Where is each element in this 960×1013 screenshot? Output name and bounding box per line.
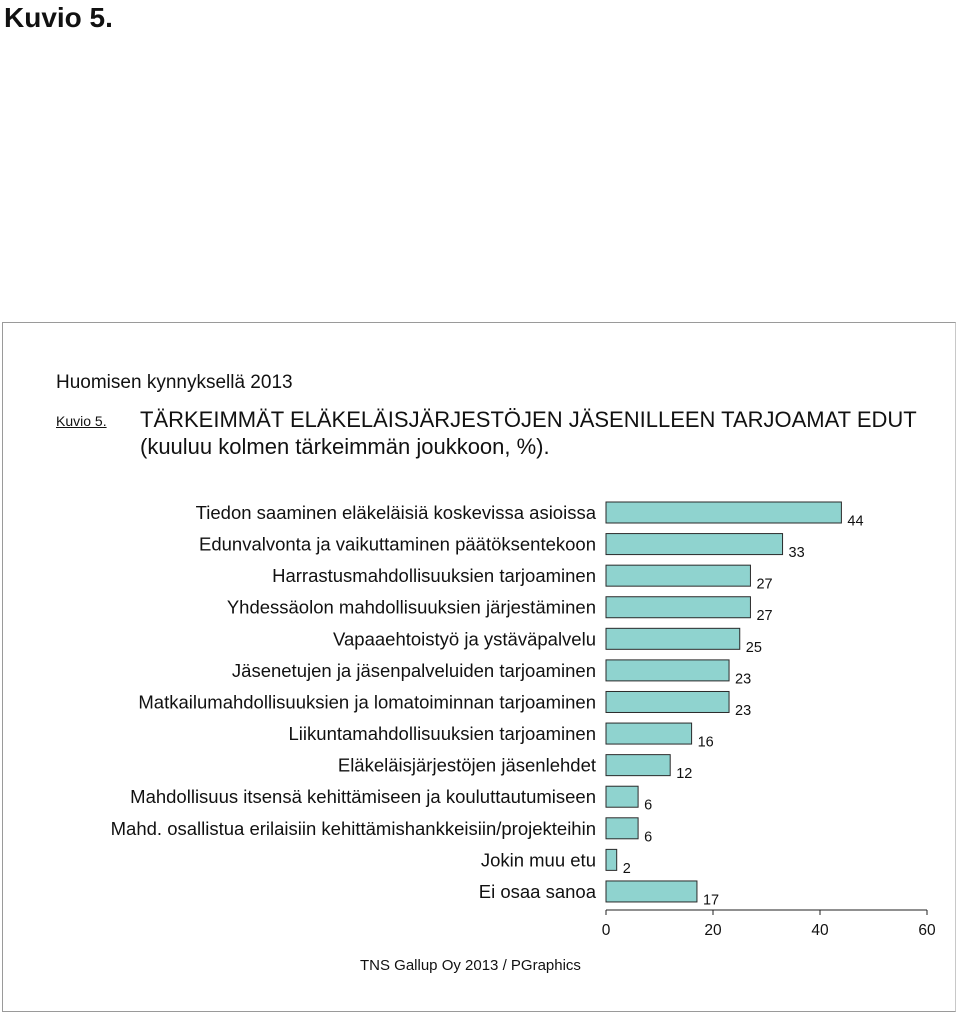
source-credit: TNS Gallup Oy 2013 / PGraphics xyxy=(360,957,581,974)
category-label: Matkailumahdollisuuksien ja lomatoiminnan tarjoaminen xyxy=(138,691,596,713)
data-label: 27 xyxy=(756,576,773,593)
category-label: Harrastusmahdollisuuksien tarjoaminen xyxy=(272,565,596,587)
bar xyxy=(606,660,729,681)
data-label: 25 xyxy=(745,639,762,656)
data-label: 12 xyxy=(676,766,693,783)
data-label: 23 xyxy=(735,671,752,688)
bar xyxy=(606,818,638,839)
x-tick-label: 20 xyxy=(704,922,722,939)
x-tick-label: 60 xyxy=(918,922,936,939)
x-tick-label: 0 xyxy=(601,922,611,939)
data-label: 17 xyxy=(702,892,720,909)
bar xyxy=(606,565,750,586)
figure-title: TÄRKEIMMÄT ELÄKELÄISJÄRJESTÖJEN JÄSENILLEEN TARJOAMAT EDUT (kuuluu kolmen tärkeimmän joukkoon, %). xyxy=(140,407,917,459)
bar xyxy=(606,849,617,870)
data-label: 33 xyxy=(788,545,805,562)
bar xyxy=(606,534,783,555)
bar xyxy=(606,755,670,776)
page-heading: Kuvio 5. xyxy=(4,2,113,33)
data-label: 6 xyxy=(644,829,653,846)
category-label: Yhdessäolon mahdollisuuksien järjestäminen xyxy=(226,596,596,618)
bar xyxy=(606,502,841,523)
bar xyxy=(606,597,750,618)
bar xyxy=(606,691,729,712)
category-label: Liikuntamahdollisuuksien tarjoaminen xyxy=(288,723,596,745)
bar xyxy=(606,628,740,649)
bar xyxy=(606,786,638,807)
data-label: 2 xyxy=(622,860,631,877)
category-label: Jokin muu etu xyxy=(480,849,596,871)
category-label: Mahdollisuus itsensä kehittämiseen ja kouluttautumiseen xyxy=(130,786,596,808)
category-label: Vapaaehtoistyö ja ystäväpalvelu xyxy=(333,628,596,650)
category-label: Ei osaa sanoa xyxy=(478,880,596,902)
x-tick-label: 40 xyxy=(811,922,829,939)
category-label: Jäsenetujen ja jäsenpalveluiden tarjoaminen xyxy=(231,659,596,681)
report-subtitle: Huomisen kynnyksellä 2013 xyxy=(56,372,293,393)
data-label: 27 xyxy=(756,608,773,625)
category-label: Edunvalvonta ja vaikuttaminen päätöksentekoon xyxy=(199,533,596,555)
data-label: 16 xyxy=(697,734,714,751)
category-label: Mahd. osallistua erilaisiin kehittämishankkeisiin/projekteihin xyxy=(110,817,596,839)
data-label: 23 xyxy=(735,702,752,719)
data-label: 6 xyxy=(644,797,653,814)
category-label: Eläkeläisjärjestöjen jäsenlehdet xyxy=(337,754,596,776)
bar xyxy=(606,723,692,744)
data-label: 44 xyxy=(847,513,864,530)
category-label: Tiedon saaminen eläkeläisiä koskevissa asioissa xyxy=(195,502,596,523)
figure-label-link[interactable]: Kuvio 5. xyxy=(56,413,107,429)
bar xyxy=(606,881,697,902)
